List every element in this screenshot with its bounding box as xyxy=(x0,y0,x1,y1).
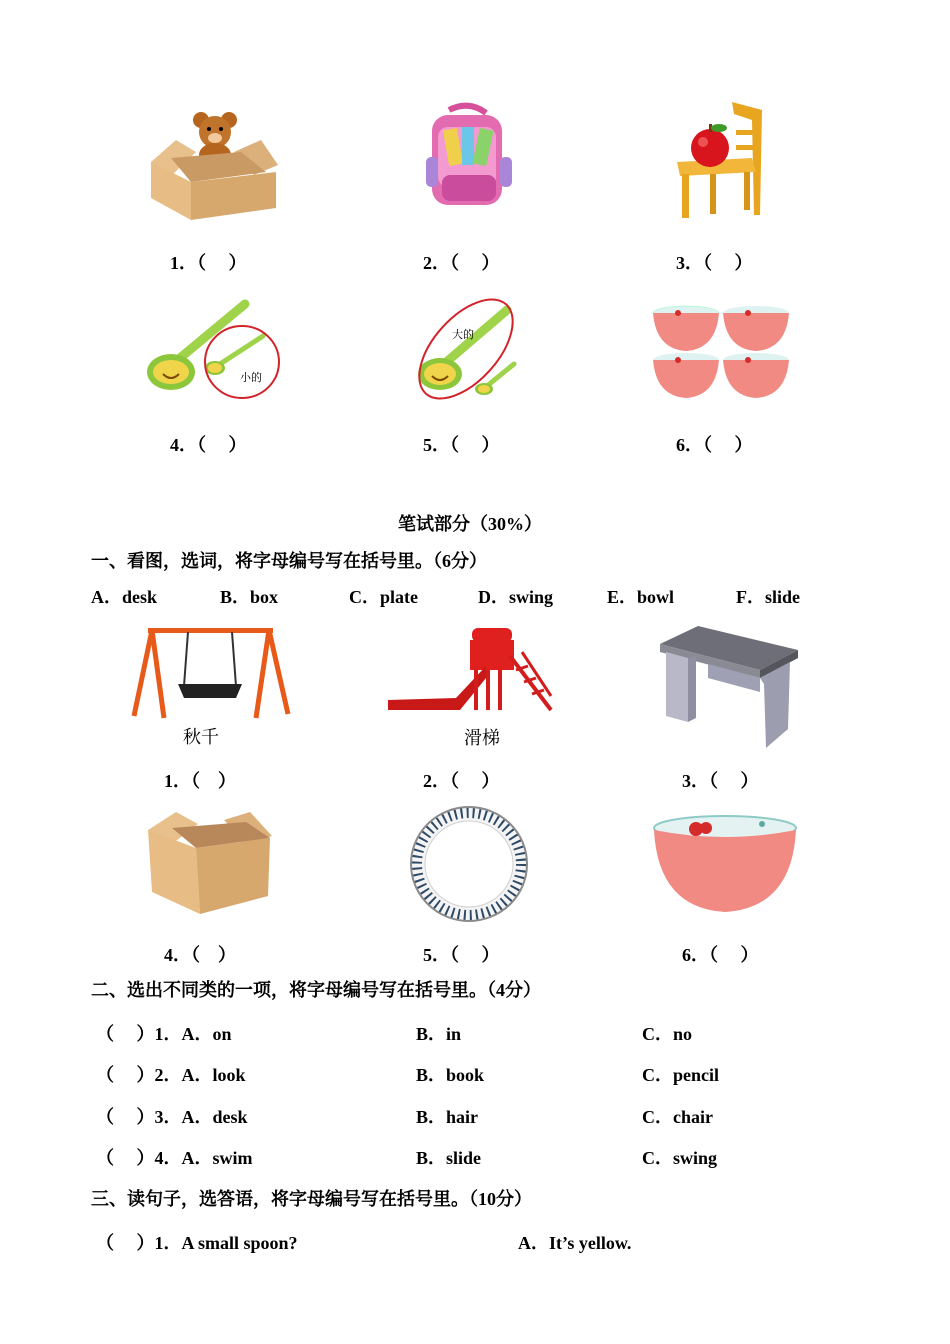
s2-q2-c: C．pencil xyxy=(642,1065,720,1085)
s2-q2: （ ）2．A．look xyxy=(96,1065,246,1085)
listening-label-3: 3．（ ） xyxy=(676,253,753,273)
listening-label-2: 2．（ ） xyxy=(423,253,500,273)
s1-label-2: 2．（ ） xyxy=(423,771,500,791)
option-b: B．box xyxy=(220,587,279,607)
option-c: C．plate xyxy=(349,587,418,607)
backpack-picture xyxy=(424,105,514,215)
option-a: A．desk xyxy=(91,587,158,607)
plate-picture xyxy=(409,805,529,923)
big-label: 大的 xyxy=(452,328,474,341)
four-bowls-picture xyxy=(652,305,790,400)
desk-picture xyxy=(658,624,800,750)
option-f: F．slide xyxy=(736,587,801,607)
bowl-picture xyxy=(652,814,798,914)
option-d: D．swing xyxy=(478,587,554,607)
swing-picture xyxy=(128,626,293,721)
s2-q2-b: B．book xyxy=(416,1065,485,1085)
swing-caption: 秋千 xyxy=(183,727,219,748)
s2-q4: （ ）4．A．swim xyxy=(96,1148,253,1168)
s2-q1: （ ）1．A．on xyxy=(96,1024,232,1044)
s1-label-4: 4．（ ） xyxy=(164,945,236,965)
section-2-heading: 二、选出不同类的一项，将字母编号写在括号里。（4分） xyxy=(91,980,541,1000)
spoons-small-circled-picture xyxy=(145,296,285,404)
s2-q3-b: B．hair xyxy=(416,1107,479,1127)
s2-q4-b: B．slide xyxy=(416,1148,482,1168)
s2-q1-b: B．in xyxy=(416,1024,462,1044)
s1-label-3: 3．（ ） xyxy=(682,771,759,791)
listening-label-1: 1．（ ） xyxy=(170,253,247,273)
section-1-heading: 一、看图，选词，将字母编号写在括号里。（6分） xyxy=(91,551,487,571)
slide-caption: 滑梯 xyxy=(464,728,500,749)
listening-label-5: 5．（ ） xyxy=(423,435,500,455)
slide-picture xyxy=(386,626,556,714)
s2-q4-c: C．swing xyxy=(642,1148,718,1168)
s1-label-5: 5．（ ） xyxy=(423,945,500,965)
s2-q3-c: C．chair xyxy=(642,1107,713,1127)
written-part-title: 笔试部分（30%） xyxy=(398,514,542,534)
listening-label-6: 6．（ ） xyxy=(676,435,753,455)
s1-label-6: 6．（ ） xyxy=(682,945,759,965)
spoons-big-circled-picture xyxy=(412,294,522,404)
small-label: 小的 xyxy=(240,371,262,384)
s3-q1: （ ）1．A small spoon? xyxy=(96,1233,298,1253)
s2-q1-c: C．no xyxy=(642,1024,693,1044)
s1-label-1: 1．（ ） xyxy=(164,771,236,791)
s2-q3: （ ）3．A．desk xyxy=(96,1107,248,1127)
listening-label-4: 4．（ ） xyxy=(170,435,247,455)
box-teddy-picture xyxy=(146,110,281,222)
option-e: E．bowl xyxy=(607,587,675,607)
s3-q1-answer-a: A．It’s yellow. xyxy=(518,1233,632,1253)
section-3-heading: 三、读句子，选答语，将字母编号写在括号里。（10分） xyxy=(91,1189,532,1209)
chair-apple-picture xyxy=(672,100,767,220)
box-picture xyxy=(146,808,274,916)
